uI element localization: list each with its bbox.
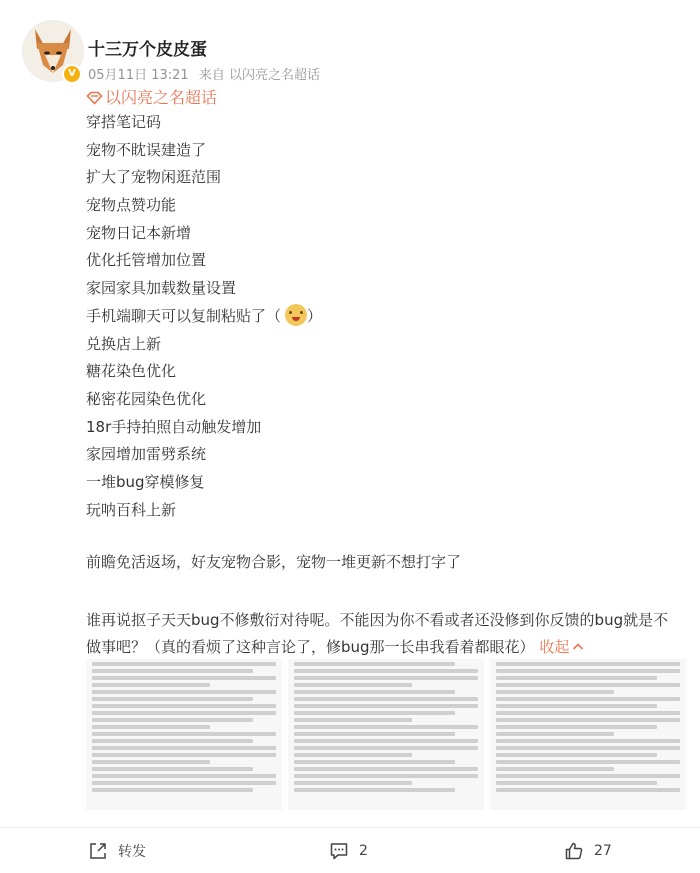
list-item: 穿搭笔记码	[86, 113, 162, 131]
list-item: 家园增加雷劈系统	[86, 445, 207, 464]
list-item: 秘密花园染色优化	[86, 389, 207, 408]
collapse-button[interactable]	[539, 638, 584, 656]
list-item: 优化托管增加位置	[86, 251, 207, 270]
list-item: 宠物点赞功能	[86, 196, 177, 215]
post-meta	[88, 64, 326, 83]
post-date[interactable]: 05月11日 13:21	[88, 68, 189, 83]
list-item: 家园家具加载数量设置	[86, 279, 237, 298]
list-item: 兑换店上新	[86, 334, 162, 353]
screenshot-thumbnail[interactable]	[490, 659, 686, 810]
list-item: 18r手持拍照自动触发增加	[86, 417, 262, 436]
repost-icon	[88, 841, 108, 861]
user-name[interactable]: 十三万个皮皮蛋	[88, 40, 207, 60]
emoji-face-icon	[285, 304, 307, 326]
list-item: 一堆bug穿模修复	[86, 472, 205, 491]
post-paragraph	[86, 607, 686, 661]
paragraph-text: 做事吧？（真的看烦了这种言论了，修bug那一长串我看着都眼花）	[86, 638, 535, 656]
list-item: 玩呐百科上新	[86, 500, 177, 519]
chevron-up-icon	[572, 642, 584, 651]
like-count: 27	[594, 842, 612, 859]
list-item: 宠物不眈误建造了	[86, 140, 207, 159]
comment-button[interactable]	[329, 828, 368, 873]
post-paragraph: 前瞻免活返场，好友宠物合影，宠物一堆更新不想打字了	[86, 553, 462, 571]
list-item: 扩大了宠物闲逛范围	[86, 168, 222, 187]
paragraph-line: 谁再说抠子天天bug不修敷衍对待呢。不能因为你不看或者还没修到你反馈的bug就是不	[86, 611, 669, 629]
comment-icon	[329, 841, 349, 861]
list-item: 糖花染色优化	[86, 362, 177, 381]
topic-link[interactable]	[86, 85, 217, 108]
screenshot-thumbnail[interactable]	[288, 659, 484, 810]
collapse-label: 收起	[539, 638, 570, 656]
list-item-text: 手机端聊天可以复制粘贴了（	[86, 306, 282, 325]
comment-count: 2	[359, 842, 368, 859]
list-item: 宠物日记本新增	[86, 223, 192, 242]
like-icon	[564, 841, 584, 861]
screenshot-thumbnail[interactable]	[86, 659, 282, 810]
post-header	[22, 20, 682, 85]
topic-label: 以闪亮之名超话	[105, 88, 218, 107]
paragraph-line	[86, 634, 686, 661]
image-gallery	[86, 659, 686, 810]
update-list	[86, 109, 686, 524]
list-item: 手机端聊天可以复制粘贴了（ ）	[86, 303, 686, 331]
repost-button[interactable]	[88, 828, 146, 873]
like-button[interactable]	[564, 828, 612, 873]
action-bar	[0, 828, 700, 873]
repost-label: 转发	[118, 843, 146, 860]
topic-diamond-icon	[86, 91, 103, 105]
post-source[interactable]: 来自 以闪亮之名超话	[198, 68, 320, 83]
v-badge-icon: V	[62, 64, 82, 84]
